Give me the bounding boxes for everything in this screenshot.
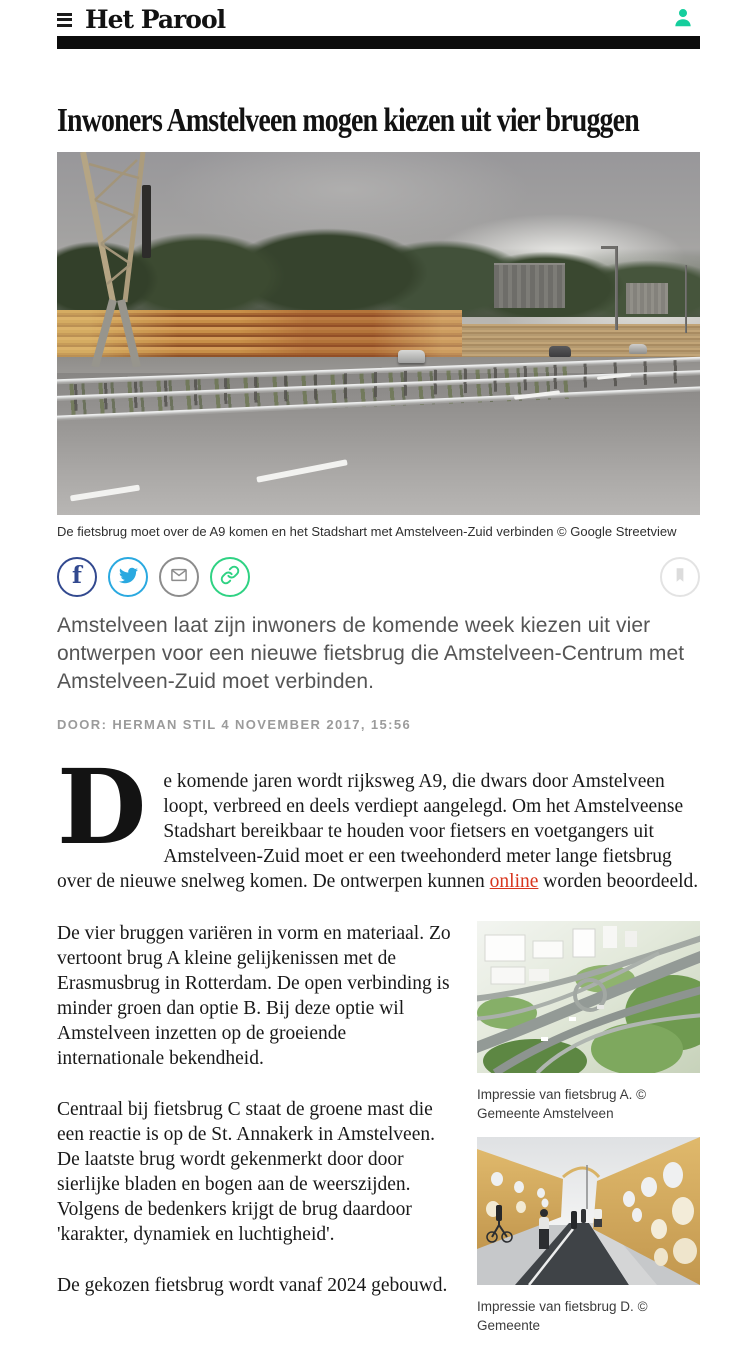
bookmark-button[interactable]: [660, 557, 700, 597]
menu-button[interactable]: [57, 13, 76, 27]
share-facebook-button[interactable]: [57, 557, 97, 597]
share-email-button[interactable]: [159, 557, 199, 597]
byline: DOOR: HERMAN STIL 4 NOVEMBER 2017, 15:56: [57, 716, 412, 732]
header-bar: [57, 36, 700, 49]
page-title: Inwoners Amstelveen mogen kiezen uit vier bruggen: [57, 102, 639, 139]
photo-lattice-pylon: [63, 152, 183, 367]
photo-car: [549, 346, 571, 357]
article-paragraph: De gekozen fietsbrug wordt vanaf 2024 gebouwd.: [57, 1274, 448, 1296]
link-icon: [220, 565, 240, 588]
email-icon: [169, 565, 189, 588]
dropcap: D: [57, 746, 147, 868]
article-paragraph: Centraal bij fietsbrug C staat de groene mast die een reactie is op de St. Annakerk in Amstelveen. De laatste brug wordt gekenmerkt door door sierlijke bladen en bogen aan de weerszijden. Volgens de bedenkers krijgt de brug daardoor 'karakter, dynamiek en luchtigheid'.: [57, 1098, 435, 1245]
bridge-a-caption: Impressie van fietsbrug A. © Gemeente Amstelveen: [477, 1086, 647, 1121]
photo-car: [629, 344, 647, 354]
photo-car: [398, 350, 425, 363]
hero-photo: [57, 152, 700, 515]
bridge-d-image: [477, 1137, 700, 1290]
article: [57, 102, 700, 1349]
photo-signal-pole: [142, 185, 151, 255]
online-link[interactable]: online: [489, 870, 539, 892]
article-intro: Amstelveen laat zijn inwoners de komende week kiezen uit vier ontwerpen voor een nieuwe fietsbrug die Amstelveen-Centrum met Amstelveen-Zuid moet verbinden.: [57, 613, 685, 693]
hero-caption: De fietsbrug moet over de A9 komen en het Stadshart met Amstelveen-Zuid verbinden © Google Streetview: [57, 524, 677, 539]
photo-light-pole: [685, 265, 687, 334]
share-link-button[interactable]: [210, 557, 250, 597]
article-media-column: [477, 921, 700, 1349]
person-icon: [672, 17, 694, 32]
bridge-a-image: [477, 921, 700, 1078]
facebook-icon: f: [72, 561, 82, 589]
photo-building: [494, 265, 565, 309]
article-paragraph: De vier bruggen variëren in vorm en materiaal. Zo vertoont brug A kleine gelijkenissen met de Erasmusbrug in Rotterdam. De open verbinding is minder groen dan optie B. Bij deze optie wil Amstelveen inzetten op de groeiende internationale bekendheid.: [57, 922, 451, 1069]
site-header: [0, 0, 736, 49]
bookmark-icon: [671, 566, 689, 587]
share-twitter-button[interactable]: [108, 557, 148, 597]
article-text-column: [57, 921, 455, 1349]
photo-light-pole: [615, 246, 618, 329]
paragraph-text: e komende jaren wordt rijksweg A9, die dwars door Amstelveen loopt, verbreed en deels verdiept aangelegd. Om het Amstelveense Stadshart bereikbaar te houden voor fietsers en voetgangers uit Amstelveen-Zuid moet er een tweehonderd meter lange fietsbrug over de nieuwe snelweg komen. De ontwerpen kunnen: [57, 770, 684, 892]
photo-building: [626, 283, 668, 314]
article-columns: [57, 921, 700, 1349]
account-button[interactable]: [666, 7, 700, 32]
figure-bridge-d: [477, 1137, 700, 1335]
article-paragraph: [57, 746, 700, 894]
paragraph-text: worden beoordeeld.: [538, 870, 699, 892]
site-logo[interactable]: Het Parool: [85, 5, 226, 34]
bridge-d-caption: Impressie van fietsbrug D. © Gemeente: [477, 1298, 648, 1333]
hero-figure: [57, 152, 700, 541]
figure-bridge-a: [477, 921, 700, 1123]
twitter-icon: [119, 566, 138, 588]
share-row: [57, 557, 700, 597]
